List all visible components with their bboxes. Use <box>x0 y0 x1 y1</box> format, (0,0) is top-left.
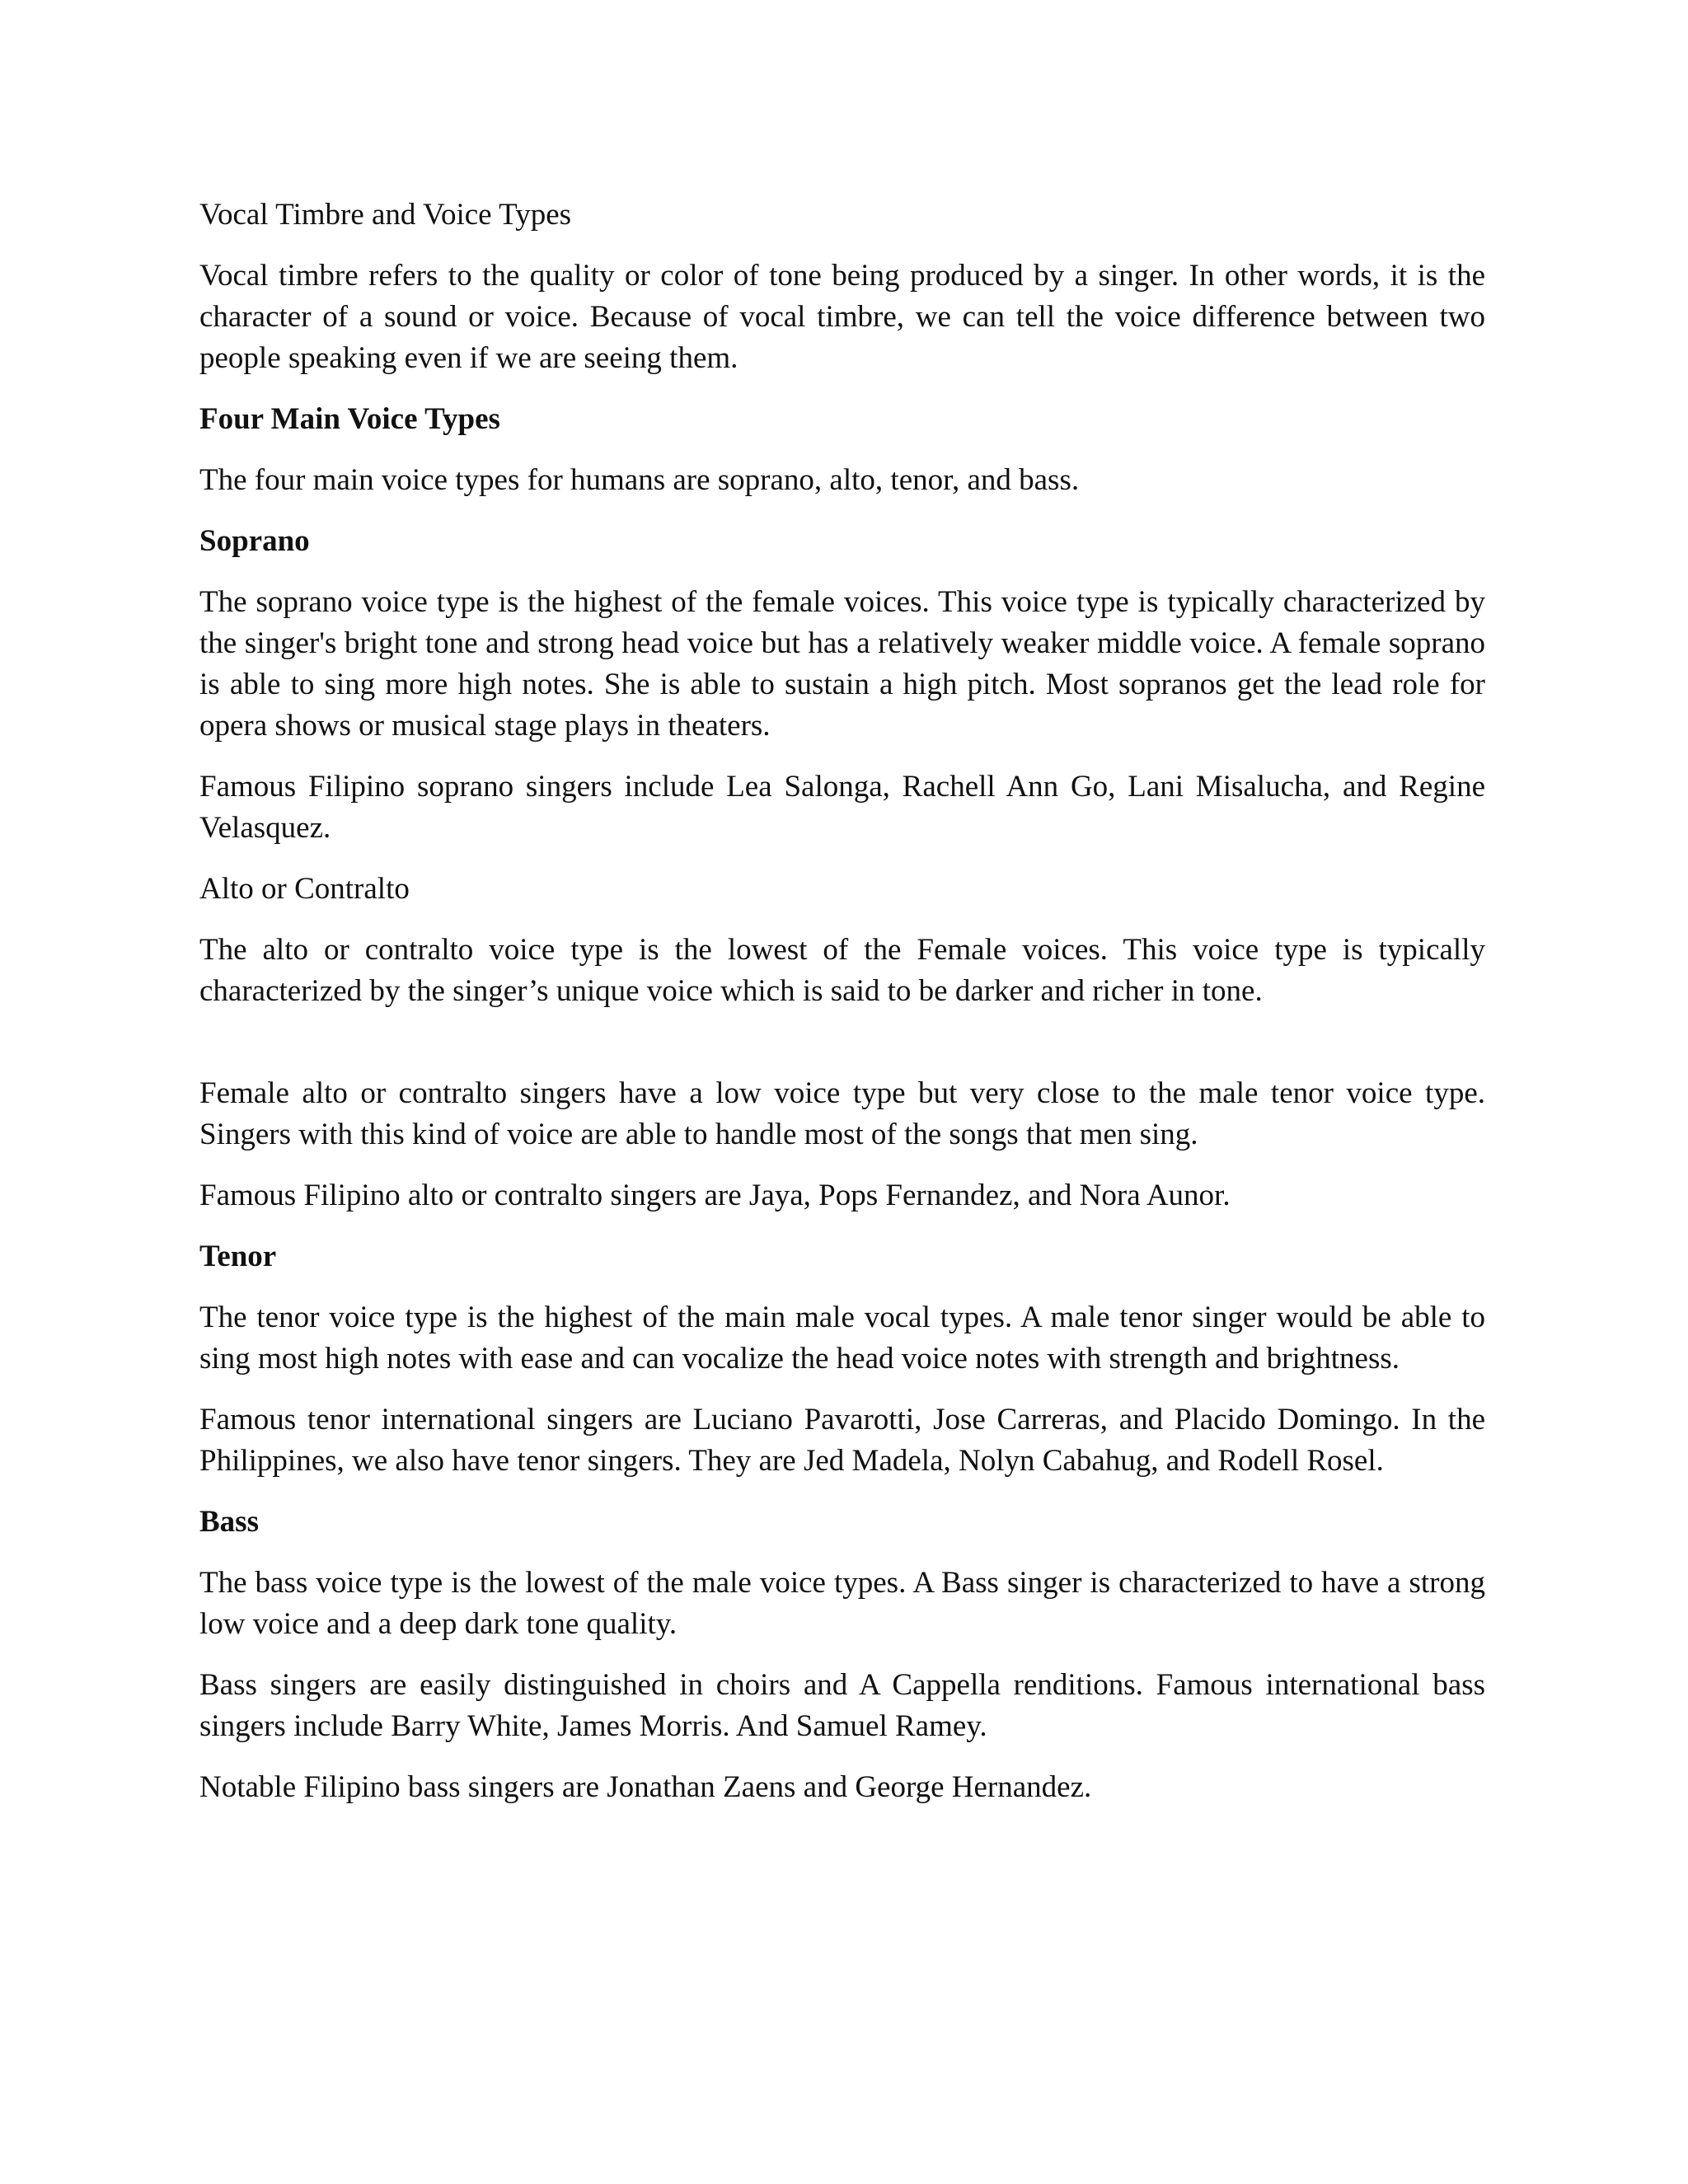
soprano-paragraph-1: The soprano voice type is the highest of the female voices. This voice type is typically characterized by the singer's bright tone and strong head voice but has a relatively weaker middle voice. A female soprano is able to sing more high notes. She is able to sustain a high pitch. Most sopranos get the lead role for opera shows or musical stage plays in theaters. <box>199 585 1485 743</box>
blank-gap <box>199 1032 1485 1073</box>
bass-paragraph-1: The bass voice type is the lowest of the male voice types. A Bass singer is characterized to have a strong low voice and a deep dark tone quality. <box>199 1566 1485 1641</box>
tenor-heading: Tenor <box>199 1240 277 1273</box>
tenor-paragraph-1: The tenor voice type is the highest of the main male vocal types. A male tenor singer would be able to sing most high notes with ease and can vocalize the head voice notes with strength and brightness. <box>199 1301 1485 1376</box>
bass-paragraph-3: Notable Filipino bass singers are Jonathan Zaens and George Hernandez. <box>199 1770 1092 1804</box>
four-main-heading: Four Main Voice Types <box>199 402 500 436</box>
alto-paragraph-3: Famous Filipino alto or contralto singers are Jaya, Pops Fernandez, and Nora Aunor. <box>199 1179 1231 1212</box>
alto-heading: Alto or Contralto <box>199 872 410 906</box>
bass-heading: Bass <box>199 1505 259 1539</box>
soprano-heading: Soprano <box>199 524 310 558</box>
soprano-paragraph-2: Famous Filipino soprano singers include Lea Salonga, Rachell Ann Go, Lani Misalucha, and Regine Velasquez. <box>199 770 1485 845</box>
document-body <box>199 194 1485 1828</box>
tenor-paragraph-2: Famous tenor international singers are Luciano Pavarotti, Jose Carreras, and Placido Domingo. In the Philippines, we also have tenor singers. They are Jed Madela, Nolyn Cabahug, and Rodell Rosel. <box>199 1403 1485 1478</box>
bass-paragraph-2: Bass singers are easily distinguished in choirs and A Cappella renditions. Famous international bass singers include Barry White, James Morris. And Samuel Ramey. <box>199 1668 1485 1743</box>
four-main-paragraph: The four main voice types for humans are soprano, alto, tenor, and bass. <box>199 463 1080 497</box>
intro-paragraph: Vocal timbre refers to the quality or color of tone being produced by a singer. In other words, it is the character of a sound or voice. Because of vocal timbre, we can tell the voice difference between two people speaking even if we are seeing them. <box>199 259 1485 375</box>
alto-paragraph-1: The alto or contralto voice type is the lowest of the Female voices. This voice type is typically characterized by the singer’s unique voice which is said to be darker and richer in tone. <box>199 933 1485 1008</box>
document-title: Vocal Timbre and Voice Types <box>199 198 572 232</box>
alto-paragraph-2: Female alto or contralto singers have a low voice type but very close to the male tenor voice type. Singers with this kind of voice are able to handle most of the songs that men sing. <box>199 1076 1485 1151</box>
